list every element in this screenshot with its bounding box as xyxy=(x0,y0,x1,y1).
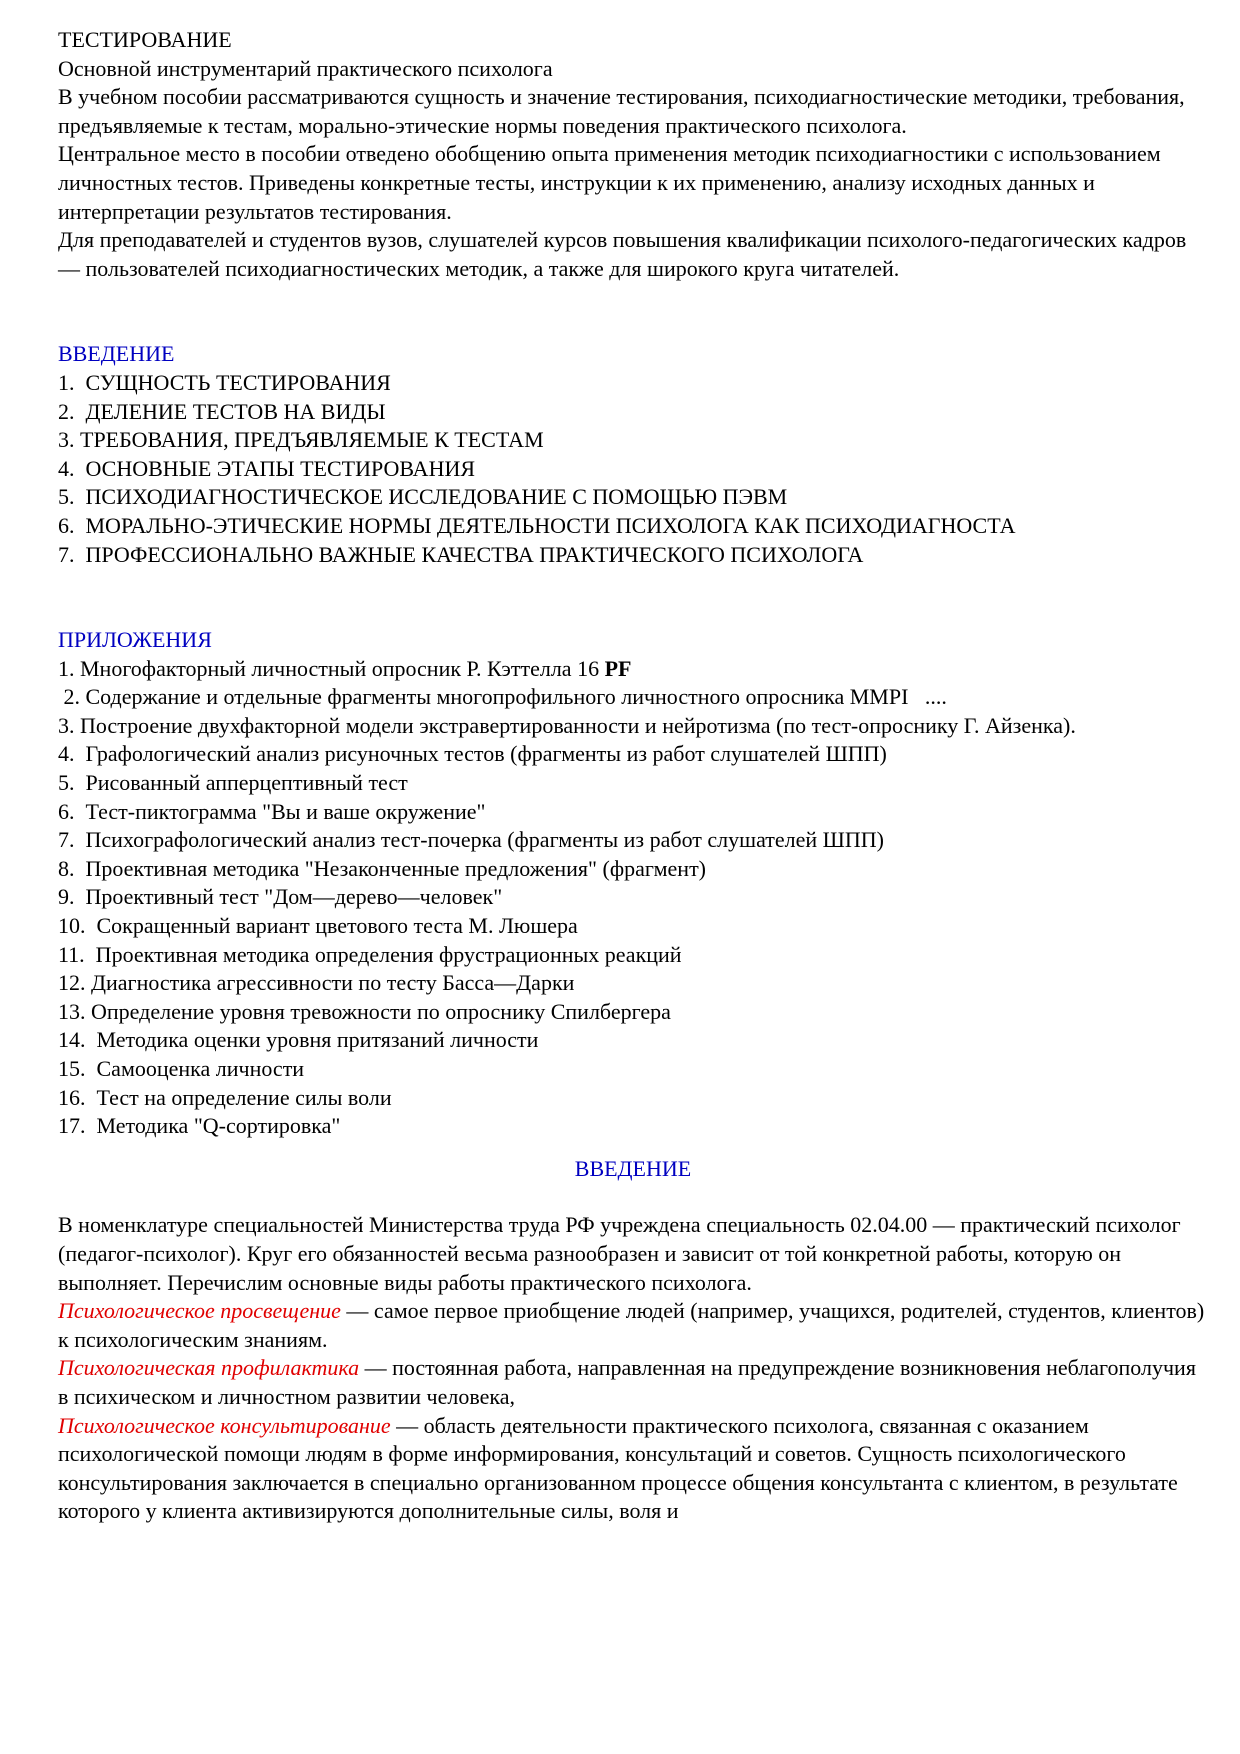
spacer xyxy=(58,283,1208,340)
document-page xyxy=(58,26,1208,1526)
appendix-item-text: 1. Многофакторный личностный опросник Р. Кэттелла 16 xyxy=(58,655,605,681)
introduction-paragraph: В номенклатуре специальностей Министерства труда РФ учреждена специальность 02.04.00 — практический психолог (педагог-психолог). Круг его обязанностей весьма разнообразен и зависит от той конкретной работы, которую он выполняет. Перечислим основные виды работы практического психолога. xyxy=(58,1212,1181,1295)
appendix-item[interactable]: 10. Сокращенный вариант цветового теста М. Люшера xyxy=(58,913,578,939)
toc-item[interactable]: 4. ОСНОВНЫЕ ЭТАПЫ ТЕСТИРОВАНИЯ xyxy=(58,455,476,481)
introduction-heading: ВВЕДЕНИЕ xyxy=(574,1155,692,1181)
appendix-item[interactable]: 16. Тест на определение силы воли xyxy=(58,1084,392,1110)
term-text: — самое первое приобщение людей (например, учащихся, родителей, студентов, клиентов) к психологическим знаниям. xyxy=(58,1298,1205,1352)
term-label: Психологическая профилактика xyxy=(58,1355,360,1381)
appendix-item[interactable]: 7. Психографологический анализ тест-почерка (фрагменты из работ слушателей ШПП) xyxy=(58,827,884,853)
abstract-paragraph: Центральное место в пособии отведено обобщению опыта применения методик психодиагностики с использованием личностных тестов. Приведены конкретные тесты, инструкции к их применению, анализу исходных данных и интерпретации результатов тестирования. xyxy=(58,141,1161,224)
toc-item[interactable]: 5. ПСИХОДИАГНОСТИЧЕСКОЕ ИССЛЕДОВАНИЕ С ПОМОЩЬЮ ПЭВМ xyxy=(58,484,788,510)
toc-item[interactable]: 1. СУЩНОСТЬ ТЕСТИРОВАНИЯ xyxy=(58,369,391,395)
appendix-item[interactable]: 2. Содержание и отдельные фрагменты многопрофильного личностного опросника MMPI .... xyxy=(58,684,947,710)
appendix-item[interactable]: 3. Построение двухфакторной модели экстравертированности и нейротизма (по тест-опроснику Г. Айзенка). xyxy=(58,712,1076,738)
term-definition xyxy=(58,1354,1208,1411)
appendix-item[interactable]: 17. Методика "Q-сортировка" xyxy=(58,1113,341,1139)
term-text: — область деятельности практического психолога, связанная с оказанием психологической помощи людям в форме информирования, консультаций и советов. Сущность психологического консультирования заключается в специально организованном процессе общения консультанта с клиентом, в результате которого у клиента активизируются дополнительные силы, воля и xyxy=(58,1412,1178,1524)
spacer xyxy=(58,1183,1208,1211)
document-subtitle: Основной инструментарий практического психолога xyxy=(58,55,553,81)
abstract-paragraph: Для преподавателей и студентов вузов, слушателей курсов повышения квалификации психолого-педагогических кадров — пользователей психодиагностических методик, а также для широкого круга читателей. xyxy=(58,227,1187,281)
term-label: Психологическое консультирование xyxy=(58,1412,391,1438)
toc-heading-link[interactable]: ВВЕДЕНИЕ xyxy=(58,341,175,367)
appendix-item[interactable]: 5. Рисованный апперцептивный тест xyxy=(58,770,408,796)
appendix-item[interactable]: 9. Проективный тест "Дом—дерево—человек" xyxy=(58,884,503,910)
appendices-heading-link[interactable]: ПРИЛОЖЕНИЯ xyxy=(58,627,212,653)
appendix-item[interactable]: 15. Самооценка личности xyxy=(58,1056,305,1081)
toc-list xyxy=(58,369,1208,569)
term-label: Психологическое просвещение xyxy=(58,1298,341,1324)
spacer xyxy=(58,1141,1208,1155)
appendix-item[interactable]: 8. Проективная методика "Незаконченные предложения" (фрагмент) xyxy=(58,855,707,881)
document-title: ТЕСТИРОВАНИЕ xyxy=(58,27,232,52)
appendix-item[interactable]: 14. Методика оценки уровня притязаний личности xyxy=(58,1027,539,1053)
toc-item[interactable]: 7. ПРОФЕССИОНАЛЬНО ВАЖНЫЕ КАЧЕСТВА ПРАКТИЧЕСКОГО ПСИХОЛОГА xyxy=(58,541,864,567)
abstract-paragraph: В учебном пособии рассматриваются сущность и значение тестирования, психодиагностические методики, требования, предъявляемые к тестам, морально-этические нормы поведения практического психолога. xyxy=(58,84,1185,138)
appendix-item[interactable]: 13. Определение уровня тревожности по опроснику Спилбергера xyxy=(58,998,671,1024)
term-definition xyxy=(58,1297,1208,1354)
term-text: — постоянная работа, направленная на предупреждение возникновения неблагополучия в психическом и личностном развитии человека, xyxy=(58,1355,1196,1409)
toc-item[interactable]: 3. ТРЕБОВАНИЯ, ПРЕДЪЯВЛЯЕМЫЕ К ТЕСТАМ xyxy=(58,427,544,453)
appendices-list xyxy=(58,655,1208,1141)
appendix-item[interactable]: 6. Тест-пиктограмма "Вы и ваше окружение" xyxy=(58,798,486,824)
spacer xyxy=(58,569,1208,626)
toc-item[interactable]: 2. ДЕЛЕНИЕ ТЕСТОВ НА ВИДЫ xyxy=(58,398,386,424)
appendix-item[interactable]: 12. Диагностика агрессивности по тесту Басса—Дарки xyxy=(58,970,575,996)
toc-item[interactable]: 6. МОРАЛЬНО-ЭТИЧЕСКИЕ НОРМЫ ДЕЯТЕЛЬНОСТИ ПСИХОЛОГА КАК ПСИХОДИАГНОСТА xyxy=(58,512,1016,538)
term-definition xyxy=(58,1412,1208,1526)
appendix-item-bold: PF xyxy=(604,655,632,681)
appendix-item[interactable] xyxy=(58,655,1208,684)
appendix-item[interactable]: 11. Проективная методика определения фрустрационных реакций xyxy=(58,941,682,967)
appendix-item[interactable]: 4. Графологический анализ рисуночных тестов (фрагменты из работ слушателей ШПП) xyxy=(58,741,887,767)
